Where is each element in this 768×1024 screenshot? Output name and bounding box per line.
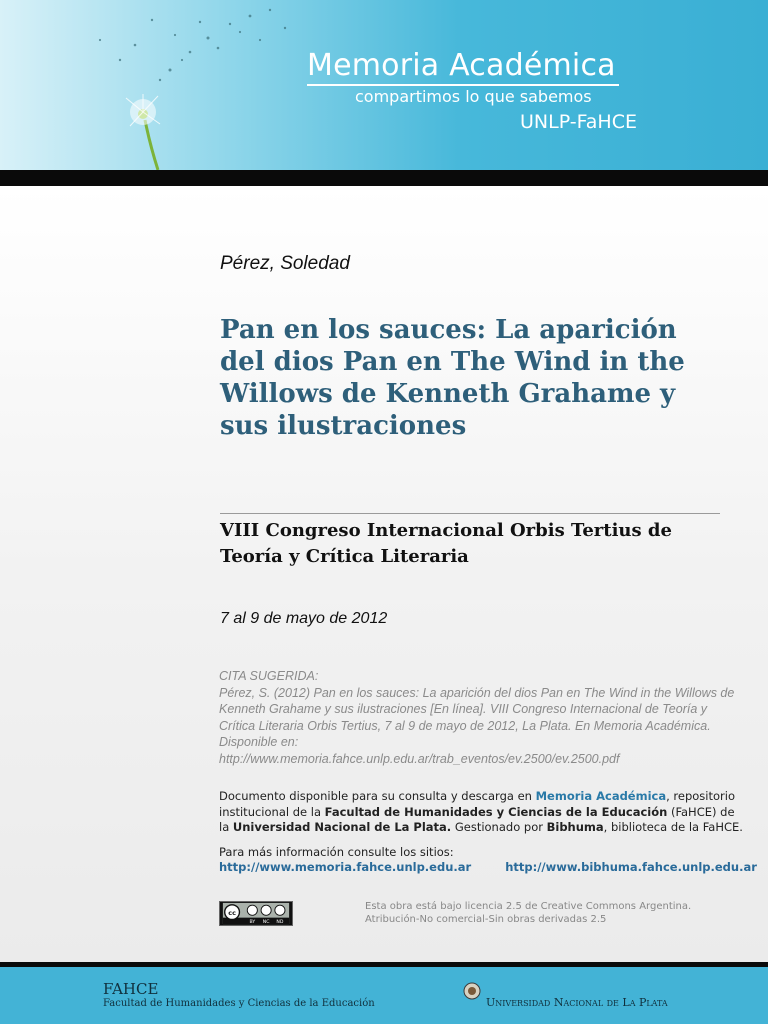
bibhuma-site-link[interactable]: http://www.bibhuma.fahce.unlp.edu.ar <box>505 860 757 874</box>
notice-text-4: Gestionado por <box>451 820 547 834</box>
unlp-full-name: Universidad Nacional de La Plata. <box>232 820 452 834</box>
more-info-label: Para más información consulte los sitios: <box>219 845 454 859</box>
bibhuma-name: Bibhuma <box>546 820 604 834</box>
notice-text-2: , repositorio institucional de la <box>219 789 735 819</box>
memoria-academica-link[interactable]: Memoria Académica <box>535 789 667 803</box>
license-text <box>365 900 691 926</box>
brand-underline <box>307 84 619 86</box>
title-divider <box>220 513 720 514</box>
event-name: VIII Congreso Internacional Orbis Tertius de Teoría y Crítica Literaria <box>220 520 672 567</box>
brand-institution: UNLP-FaHCE <box>520 111 637 133</box>
cc-by-nc-nd-icon[interactable] <box>219 901 293 926</box>
fahce-abbreviation: FAHCE <box>103 980 159 998</box>
brand-tagline: compartimos lo que sabemos <box>355 87 592 106</box>
brand-title: Memoria Académica <box>307 48 616 83</box>
citation-label: CITA SUGERIDA: <box>219 669 319 683</box>
citation-text: Pérez, S. (2012) Pan en los sauces: La aparición del dios Pan en The Wind in the Willows de Kenneth Grahame y sus ilustraciones [En línea]. VIII Congreso Internacional de Teoría y Crítica Literaria Orbis Tertius, 7 al 9 de mayo de 2012, La Plata. En Memoria Académica. Disponible en: <box>219 685 735 749</box>
document-title: Pan en los sauces: La aparición del dios Pan en The Wind in the Willows de Kenneth Grahame y sus ilustraciones <box>220 315 685 441</box>
fahce-footer-name: Facultad de Humanidades y Ciencias de la Educación <box>103 998 375 1009</box>
cc-badge-by-text: BY <box>249 920 256 926</box>
cc-badge-nd-text: ND <box>276 920 284 926</box>
event-date: 7 al 9 de mayo de 2012 <box>220 610 388 627</box>
notice-text-5: , biblioteca de la FaHCE. <box>603 820 743 834</box>
memoria-site-link[interactable]: http://www.memoria.fahce.unlp.edu.ar <box>219 860 472 874</box>
availability-notice <box>219 789 744 836</box>
notice-text-3: (FaHCE) de la <box>219 804 735 834</box>
top-divider-bar <box>0 170 768 186</box>
footer-banner <box>0 967 768 1024</box>
citation-url[interactable]: http://www.memoria.fahce.unlp.edu.ar/trab_eventos/ev.2500/ev.2500.pdf <box>219 751 620 766</box>
cc-badge-nc-text: NC <box>262 920 270 926</box>
suggested-citation <box>219 668 739 767</box>
fahce-full-name: Facultad de Humanidades y Ciencias de la Educación <box>324 804 668 819</box>
author-name: Pérez, Soledad <box>220 253 350 274</box>
cc-badge-cc-text: cc <box>228 908 236 917</box>
license-line-1: Esta obra está bajo licencia 2.5 de Creative Commons Argentina. <box>365 901 692 912</box>
unlp-footer-name: Universidad Nacional de La Plata <box>486 996 668 1009</box>
more-info <box>219 845 757 875</box>
header-banner <box>0 0 768 170</box>
unlp-seal-icon <box>463 982 481 1000</box>
dandelion-icon <box>40 0 300 170</box>
notice-text-1: Documento disponible para su consulta y descarga en <box>219 789 536 803</box>
license-line-2: Atribución-No comercial-Sin obras derivadas 2.5 <box>365 914 607 925</box>
